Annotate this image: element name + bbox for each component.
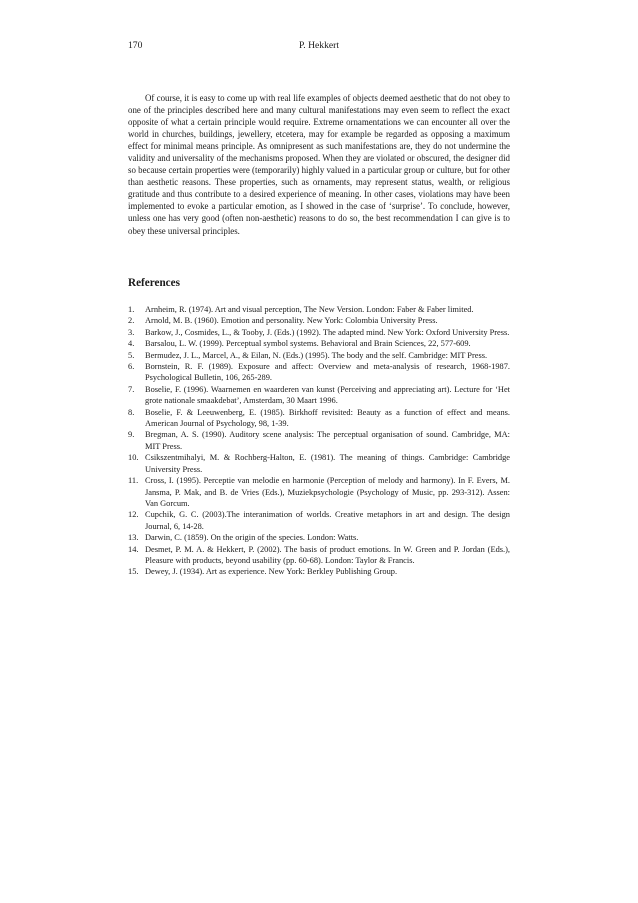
reference-text: Arnold, M. B. (1960). Emotion and personality. New York: Colombia University Press. (145, 316, 438, 326)
page-number: 170 (128, 40, 143, 51)
reference-text: Cross, I. (1995). Perceptie van melodie en harmonie (Perception of melody and harmony). In F. Evers, M. Jansma, P. Mak, and B. de Vries (Eds.), Muziekpsychologie (Psychology of Music, pp. 293-312). Assen: Van Gorcum. (145, 476, 510, 508)
reference-number: 14. (128, 544, 139, 554)
reference-number: 9. (128, 430, 135, 440)
reference-item (128, 544, 510, 567)
reference-item (128, 327, 510, 338)
reference-number: 5. (128, 350, 135, 360)
reference-number: 4. (128, 339, 135, 349)
reference-number: 15. (128, 567, 139, 577)
reference-item (128, 532, 510, 543)
reference-text: Barsalou, L. W. (1999). Perceptual symbol systems. Behavioral and Brain Sciences, 22, 577-609. (145, 339, 471, 349)
reference-number: 11. (128, 476, 139, 486)
reference-item (128, 315, 510, 326)
reference-number: 10. (128, 453, 139, 463)
reference-text: Darwin, C. (1859). On the origin of the species. London: Watts. (145, 533, 359, 543)
reference-item (128, 384, 510, 407)
reference-number: 1. (128, 305, 135, 314)
reference-text: Bregman, A. S. (1990). Auditory scene analysis: The perceptual organisation of sound. Cambridge, MA: MIT Press. (145, 430, 510, 451)
reference-text: Dewey, J. (1934). Art as experience. New York: Berkley Publishing Group. (145, 567, 398, 577)
reference-number: 12. (128, 510, 139, 520)
reference-text: Bornstein, R. F. (1989). Exposure and affect: Overview and meta-analysis of research, 1968-1987. Psychological Bulletin, 106, 265-289. (145, 362, 510, 383)
reference-item (128, 350, 510, 361)
reference-item (128, 429, 510, 452)
reference-item (128, 304, 510, 315)
reference-text: Cupchik, G. C. (2003).The interanimation of worlds. Creative metaphors in art and design. The design Journal, 6, 14-28. (145, 510, 510, 531)
reference-text: Csikszentmihalyi, M. & Rochberg-Halton, E. (1981). The meaning of things. Cambridge: Cambridge University Press. (145, 453, 510, 474)
body-paragraph: Of course, it is easy to come up with real life examples of objects deemed aesthetic that do not obey to one of the principles described here and many cultural manifestations may even seem to reflect the exact opposite of what a certain principle would require. Extreme ornamentations we can encounter all over the world in churches, buildings, jewellery, etcetera, may for example be regarded as opposing a maximum effect for minimal means principle. As omnipresent as such manifestations are, they do not undermine the validity and universality of the mechanisms proposed. When they are violated or obscured, the designer did so because certain properties were (temporarily) highly valued in a particular group or culture, but for other than aesthetic reasons. These properties, such as ornaments, may represent status, wealth, or religious gratitude and thus contribute to a desired experience of meaning. In other cases, violations may have been implemented to evoke a particular emotion, as I showed in the case of ‘surprise’. To conclude, however, unless one has very good (often non-aesthetic) reasons to do so, the best recommendation I can give is to obey these universal principles. (128, 93, 510, 236)
reference-text: Desmet, P. M. A. & Hekkert, P. (2002). The basis of product emotions. In W. Green and P. Jordan (Eds.), Pleasure with products, beyond usability (pp. 60-68). London: Taylor & Francis. (145, 544, 510, 565)
reference-number: 13. (128, 533, 139, 543)
reference-item (128, 509, 510, 532)
reference-number: 7. (128, 384, 135, 394)
reference-text: Boselie, F. & Leeuwenberg, E. (1985). Birkhoff revisited: Beauty as a function of effect and means. American Journal of Psychology, 98, 1-39. (145, 407, 510, 429)
reference-number: 3. (128, 327, 135, 337)
reference-list (128, 304, 510, 578)
reference-item (128, 361, 510, 384)
reference-item (128, 338, 510, 349)
reference-item (128, 475, 510, 509)
reference-text: Boselie, F. (1996). Waarnemen en waarderen van kunst (Perceiving and appreciating art). Lecture for ‘Het grote nationale smaakdebat’, Amsterdam, 30 Maart 1996. (145, 384, 510, 406)
reference-item (128, 566, 510, 577)
reference-text: Bermudez, J. L., Marcel, A., & Eilan, N. (Eds.) (1995). The body and the self. Cambridge: MIT Press. (145, 350, 488, 360)
running-author: P. Hekkert (299, 40, 339, 51)
reference-number: 2. (128, 316, 135, 326)
reference-item (128, 407, 510, 430)
references-heading: References (128, 277, 180, 289)
reference-number: 8. (128, 407, 135, 417)
reference-text: Arnheim, R. (1974). Art and visual perception, The New Version. London: Faber & Faber limited. (145, 305, 474, 314)
reference-item (128, 452, 510, 475)
reference-number: 6. (128, 362, 135, 372)
running-head (128, 39, 510, 53)
reference-text: Barkow, J., Cosmides, L., & Tooby, J. (Eds.) (1992). The adapted mind. New York: Oxford University Press. (145, 327, 510, 337)
